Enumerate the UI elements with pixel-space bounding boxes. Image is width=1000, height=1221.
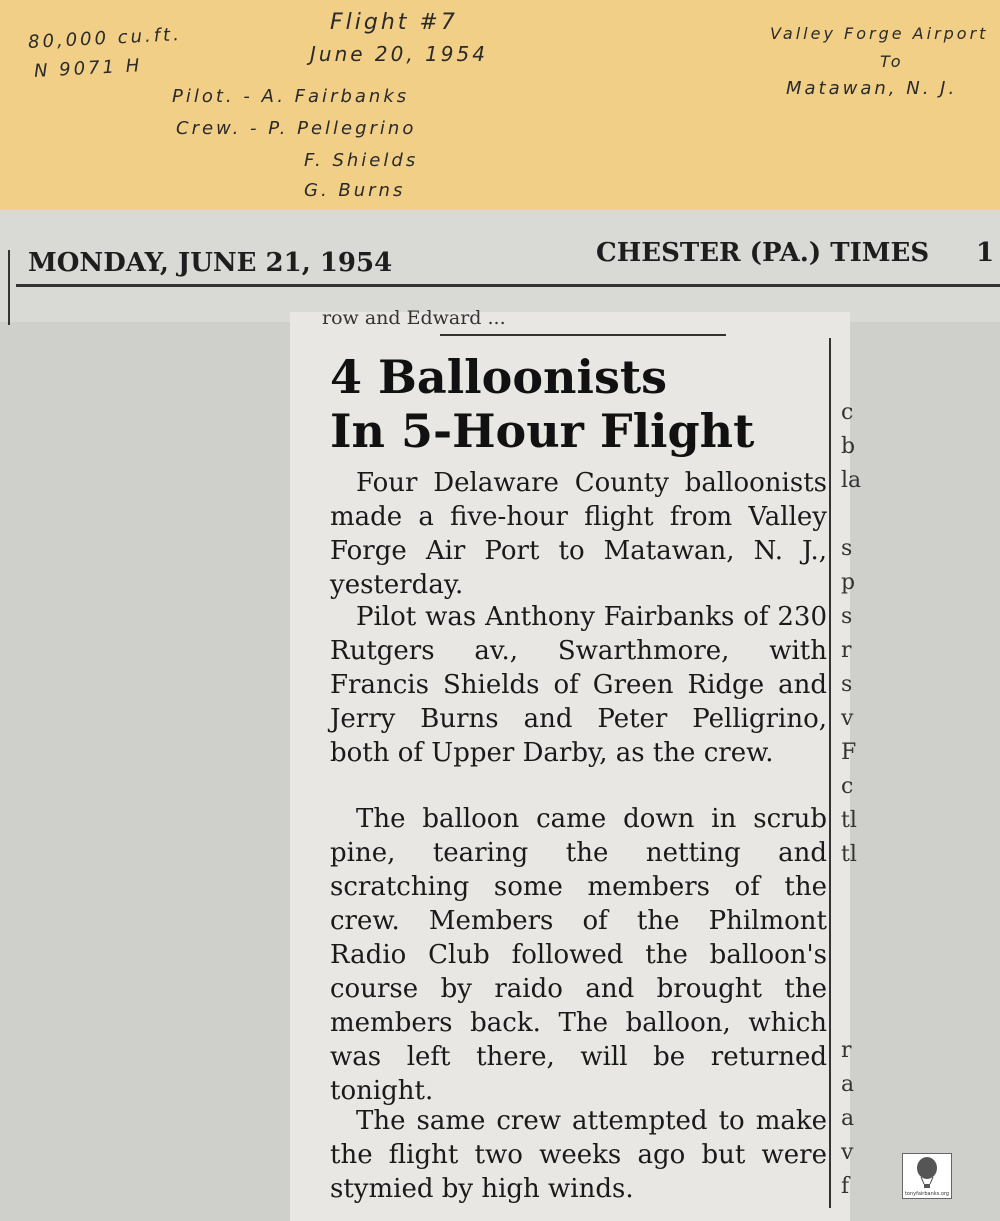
article-headline bbox=[330, 350, 754, 458]
annotation-flight-number: Flight #7 bbox=[330, 10, 458, 35]
masthead-date: MONDAY, JUNE 21, 1954 bbox=[28, 248, 393, 278]
annotation-route-to-word: To bbox=[880, 52, 904, 71]
annotation-capacity: 80,000 cu.ft. bbox=[27, 23, 183, 54]
masthead-left-rule bbox=[8, 250, 10, 325]
article-paragraph: Four Delaware County balloonists made a five-hour flight from Valley Forge Air Port to Matawan, N. J., yesterday. bbox=[330, 468, 827, 600]
article-paragraph: The balloon came down in scrub pine, tearing the netting and scratching some members of the crew. Members of the Philmont Radio Club followed the balloon's course by raido and brought the members back. The balloon, which was left there, will be returned tonight. bbox=[330, 804, 827, 1106]
article-paragraph: Pilot was Anthony Fairbanks of 230 Rutgers av., Swarthmore, with Francis Shields of Green Ridge and Jerry Burns and Peter Pelligrino, both of Upper Darby, as the crew. bbox=[330, 602, 827, 768]
headline-line-2: In 5-Hour Flight bbox=[330, 404, 755, 458]
neighbor-column-fragment: c b la s p s r s v F c tl tl bbox=[841, 400, 862, 867]
annotation-crew-1: Crew. - P. Pellegrino bbox=[176, 118, 417, 139]
masthead-page: 1 bbox=[976, 238, 995, 268]
annotation-date: June 20, 1954 bbox=[310, 42, 488, 66]
annotation-crew-3: G. Burns bbox=[304, 180, 406, 201]
masthead-paper: CHESTER (PA.) TIMES bbox=[596, 238, 930, 268]
headline-line-1: 4 Balloonists bbox=[330, 350, 667, 404]
neighbor-column-fragment-lower: r a a v f bbox=[841, 1038, 855, 1199]
annotation-route-from: Valley Forge Airport bbox=[770, 24, 989, 43]
balloon-icon bbox=[903, 1154, 951, 1190]
logo-text: tonyfairbanks.org bbox=[904, 1191, 950, 1197]
column-rule bbox=[829, 338, 831, 1208]
annotation-route-to: Matawan, N. J. bbox=[786, 78, 958, 99]
article-paragraph: The same crew attempted to make the flight two weeks ago but were stymied by high winds. bbox=[330, 1106, 827, 1204]
annotation-registration: N 9071 H bbox=[33, 55, 143, 82]
site-logo bbox=[902, 1153, 952, 1199]
annotation-pilot: Pilot. - A. Fairbanks bbox=[172, 86, 410, 107]
masthead-rule bbox=[16, 284, 1000, 287]
headline-top-rule bbox=[440, 334, 726, 336]
annotation-crew-2: F. Shields bbox=[304, 150, 419, 171]
clipping-cut-line: row and Edward ... bbox=[322, 307, 506, 329]
